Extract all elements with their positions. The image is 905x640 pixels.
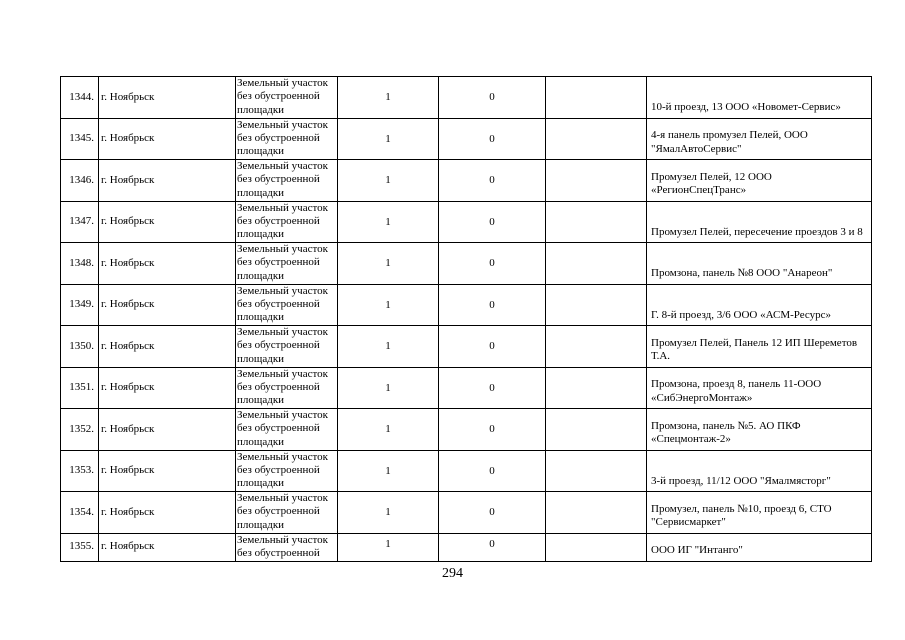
- address-cell: 3-й проезд, 11/12 ООО "Ямалмясторг": [647, 450, 872, 492]
- site-type-cell: Земельный участок без обустроенной площадки: [236, 201, 338, 243]
- table-row: [61, 367, 872, 409]
- quantity-cell: 1: [338, 450, 439, 492]
- city-cell: г. Ноябрьск: [99, 77, 236, 119]
- city-cell: г. Ноябрьск: [99, 243, 236, 285]
- site-type-cell: Земельный участок без обустроенной площадки: [236, 118, 338, 160]
- empty-cell: [546, 450, 647, 492]
- site-type-cell: Земельный участок без обустроенной площадки: [236, 492, 338, 534]
- address-cell: Промзона, панель №8 ООО "Анареон": [647, 243, 872, 285]
- city-cell: г. Ноябрьск: [99, 533, 236, 561]
- site-type-cell: Земельный участок без обустроенной площадки: [236, 284, 338, 326]
- city-cell: г. Ноябрьск: [99, 160, 236, 202]
- site-type-cell: Земельный участок без обустроенной: [236, 533, 338, 561]
- table-row: [61, 77, 872, 119]
- empty-cell: [546, 201, 647, 243]
- site-type-cell: Земельный участок без обустроенной площадки: [236, 243, 338, 285]
- zero-cell: 0: [439, 284, 546, 326]
- empty-cell: [546, 77, 647, 119]
- row-number: 1350.: [61, 326, 99, 368]
- address-cell: 4-я панель промузел Пелей, ООО "ЯмалАвтоСервис": [647, 118, 872, 160]
- row-number: 1352.: [61, 409, 99, 451]
- table-body: [61, 77, 872, 562]
- city-cell: г. Ноябрьск: [99, 326, 236, 368]
- site-type-cell: Земельный участок без обустроенной площадки: [236, 450, 338, 492]
- row-number: 1346.: [61, 160, 99, 202]
- empty-cell: [546, 243, 647, 285]
- table-row: [61, 450, 872, 492]
- site-type-cell: Земельный участок без обустроенной площадки: [236, 77, 338, 119]
- table-row: [61, 409, 872, 451]
- empty-cell: [546, 284, 647, 326]
- address-cell: Г. 8-й проезд, 3/6 ООО «АСМ-Ресурс»: [647, 284, 872, 326]
- city-cell: г. Ноябрьск: [99, 450, 236, 492]
- quantity-cell: 1: [338, 284, 439, 326]
- zero-cell: 0: [439, 160, 546, 202]
- zero-cell: 0: [439, 243, 546, 285]
- quantity-cell: 1: [338, 160, 439, 202]
- row-number: 1348.: [61, 243, 99, 285]
- zero-cell: 0: [439, 201, 546, 243]
- table-row: [61, 160, 872, 202]
- row-number: 1351.: [61, 367, 99, 409]
- table-row: [61, 326, 872, 368]
- quantity-cell: 1: [338, 492, 439, 534]
- site-type-cell: Земельный участок без обустроенной площадки: [236, 409, 338, 451]
- page-number: 294: [442, 566, 463, 581]
- registry-table: [60, 76, 872, 562]
- zero-cell: 0: [439, 118, 546, 160]
- table-row: [61, 284, 872, 326]
- address-cell: ООО ИГ "Интанго": [647, 533, 872, 561]
- empty-cell: [546, 326, 647, 368]
- address-cell: Промзона, проезд 8, панель 11-ООО «СибЭнергоМонтаж»: [647, 367, 872, 409]
- city-cell: г. Ноябрьск: [99, 367, 236, 409]
- site-type-cell: Земельный участок без обустроенной площадки: [236, 326, 338, 368]
- row-number: 1344.: [61, 77, 99, 119]
- city-cell: г. Ноябрьск: [99, 492, 236, 534]
- empty-cell: [546, 409, 647, 451]
- address-cell: Промузел Пелей, 12 ООО «РегионСпецТранс»: [647, 160, 872, 202]
- address-cell: Промузел, панель №10, проезд 6, СТО "Сервисмаркет": [647, 492, 872, 534]
- quantity-cell: 1: [338, 533, 439, 561]
- site-type-cell: Земельный участок без обустроенной площадки: [236, 367, 338, 409]
- zero-cell: 0: [439, 367, 546, 409]
- row-number: 1349.: [61, 284, 99, 326]
- quantity-cell: 1: [338, 243, 439, 285]
- empty-cell: [546, 118, 647, 160]
- address-cell: 10-й проезд, 13 ООО «Новомет-Сервис»: [647, 77, 872, 119]
- quantity-cell: 1: [338, 367, 439, 409]
- empty-cell: [546, 367, 647, 409]
- zero-cell: 0: [439, 492, 546, 534]
- zero-cell: 0: [439, 450, 546, 492]
- table-row: [61, 492, 872, 534]
- city-cell: г. Ноябрьск: [99, 284, 236, 326]
- zero-cell: 0: [439, 533, 546, 561]
- address-cell: Промузел Пелей, Панель 12 ИП Шереметов Т.А.: [647, 326, 872, 368]
- row-number: 1354.: [61, 492, 99, 534]
- zero-cell: 0: [439, 409, 546, 451]
- zero-cell: 0: [439, 77, 546, 119]
- quantity-cell: 1: [338, 326, 439, 368]
- table-row: [61, 243, 872, 285]
- row-number: 1353.: [61, 450, 99, 492]
- row-number: 1347.: [61, 201, 99, 243]
- zero-cell: 0: [439, 326, 546, 368]
- quantity-cell: 1: [338, 201, 439, 243]
- table-row: [61, 533, 872, 561]
- city-cell: г. Ноябрьск: [99, 201, 236, 243]
- empty-cell: [546, 160, 647, 202]
- table-row: [61, 201, 872, 243]
- city-cell: г. Ноябрьск: [99, 409, 236, 451]
- quantity-cell: 1: [338, 409, 439, 451]
- table-row: [61, 118, 872, 160]
- quantity-cell: 1: [338, 118, 439, 160]
- row-number: 1355.: [61, 533, 99, 561]
- row-number: 1345.: [61, 118, 99, 160]
- address-cell: Промузел Пелей, пересечение проездов 3 и 8: [647, 201, 872, 243]
- city-cell: г. Ноябрьск: [99, 118, 236, 160]
- quantity-cell: 1: [338, 77, 439, 119]
- empty-cell: [546, 492, 647, 534]
- empty-cell: [546, 533, 647, 561]
- site-type-cell: Земельный участок без обустроенной площадки: [236, 160, 338, 202]
- address-cell: Промзона, панель №5. АО ПКФ «Спецмонтаж-2»: [647, 409, 872, 451]
